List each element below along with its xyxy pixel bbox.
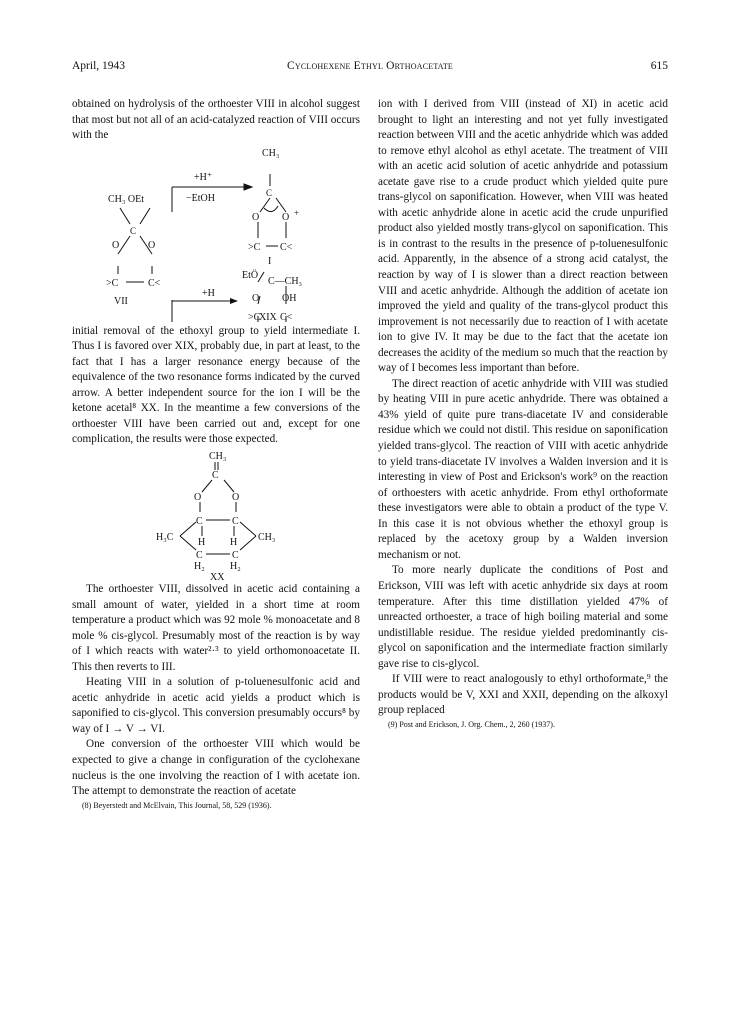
right-paragraph-2: The direct reaction of acetic anhydride with VIII was studied by heating VIII in pure acetic anhydride. There was obtained a 43% yield of quite pure trans-diacetate IV and considerable residue which we could not distil. This residue on saponification yielded trans-glycol. The reaction of VIII with acetic anhydride to yield trans-diacetate IV involves a Walden inversion and it is interesting in view of Post and Erickson's work⁹ on the reaction of orthoesters with acetic anhydride. From ethyl orthoformate these investigators were able to obtain a product of the type V. In this case it is not obvious whether the ethoxyl group is replaced by the acetoxy group by a Walden inversion mechanism or not. (378, 377, 668, 561)
left-column (72, 97, 360, 811)
scheme1-xix-c-left: >C (248, 311, 261, 322)
structure-xx-svg (72, 450, 360, 580)
xx-h2-right: H₂ (230, 561, 241, 573)
xx-ch3: CH₃ (209, 451, 227, 463)
scheme1-xix-c-right: C< (280, 311, 293, 322)
scheme1-plus-h: +H⁺ (194, 171, 213, 183)
scheme1-i-c-right: C< (280, 241, 293, 253)
svg-text:C: C (266, 187, 273, 198)
scheme1-i-c-left: >C (248, 241, 261, 253)
header-date: April, 1943 (72, 60, 126, 72)
scheme1-plus-h2: +H (202, 287, 215, 299)
scheme1-vii-c-right: C< (148, 277, 161, 289)
right-paragraph-3: To more nearly duplicate the conditions of Post and Erickson, VIII was left with acetic anhydride six days at room temperature. After this time distillation yielded 47% of unreacted orthoester, a trace of high boiling material and some undistillable residue. The residue yielded predominantly cis-glycol on saponification and the intermediate fraction similarly gave rise to cis-glycol. (378, 564, 668, 670)
left-paragraph-4: Heating VIII in a solution of p-toluenesulfonic acid and acetic anhydride in acetic acid yields a product which is saponified to cis-glycol. This conversion presumably occurs⁸ by way of I → V → VI. (72, 676, 360, 735)
svg-text:O: O (112, 239, 120, 251)
structure-xx (72, 450, 360, 580)
xx-h3c: H₃C (156, 532, 174, 544)
svg-text:O: O (252, 292, 260, 304)
xx-h2-left: H₂ (194, 561, 205, 573)
svg-text:O: O (194, 492, 202, 504)
scheme1-ch3-oet: CH₃ OEt (108, 193, 144, 205)
svg-text:O: O (148, 239, 156, 251)
scheme1-vii-c-left: >C (106, 277, 119, 289)
scheme1-oh: OH (282, 292, 297, 304)
scheme1-label-i: I (268, 255, 272, 267)
scheme-vii-to-i-and-xix (72, 146, 360, 322)
svg-text:C: C (212, 470, 219, 482)
scheme1-eto: EtÖ (242, 269, 259, 281)
header-title: Cyclohexene Ethyl Orthoacetate (286, 60, 454, 72)
svg-text:C: C (232, 516, 239, 528)
scheme1-ch3-top: CH₃ (262, 147, 280, 159)
svg-text:O: O (232, 492, 240, 504)
svg-text:O: O (252, 211, 260, 223)
right-paragraph-4: If VIII were to react analogously to ethyl orthoformate,⁹ the products would be V, XXI and XXII, depending on the alkoxyl group replaced (378, 673, 668, 717)
svg-text:C: C (196, 550, 203, 562)
reaction-scheme-svg (72, 146, 360, 322)
left-footnote: (8) Beyerstedt and McElvain, This Journal, 58, 529 (1936). (82, 800, 272, 810)
right-footnote: (9) Post and Erickson, J. Org. Chem., 2, 260 (1937). (388, 719, 555, 729)
left-paragraph-2: initial removal of the ethoxyl group to yield intermediate I. Thus I is favored over XIX, probably due, in part at least, to the fact that I has a larger resonance energy because of the equivalence of the two resonance forms indicated by the curved arrow. A better independent source for the ion I will be the ketone acetal⁸ XX. In the meantime a few conversions of the orthoester VIII have been carried out and, except for one complication, the results were those expected. (72, 324, 360, 446)
scheme1-plus-sign: + (294, 207, 300, 218)
right-column (378, 97, 668, 730)
svg-text:C: C (130, 225, 137, 236)
scheme1-label-vii: VII (114, 295, 128, 307)
svg-text:C: C (232, 550, 239, 562)
scheme1-label-xix: XIX (259, 311, 277, 323)
xx-ch3-right: CH₃ (258, 532, 276, 544)
page-header (72, 60, 668, 76)
svg-text:C: C (196, 516, 203, 528)
left-paragraph-3: The orthoester VIII, dissolved in acetic acid containing a small amount of water, yielded in a short time at room temperature a product which was 92 mole % monoacetate and 8 mole % cis-glycol. Presumably most of the reaction is by way of I which reacts with water²·³ to yield orthomonoacetate II. This then reverts to III. (72, 583, 360, 673)
left-paragraph-1: obtained on hydrolysis of the orthoester VIII in alcohol suggest that most but not all of an acid-catalyzed reaction of VIII occurs with the (72, 98, 360, 142)
xx-label: XX (210, 572, 225, 581)
svg-text:H: H (198, 537, 206, 549)
right-paragraph-1: ion with I derived from VIII (instead of XI) in acetic acid brought to light an interesting and not yet fully investigated reaction between VIII and the acetic anhydride which was added to remove ethyl alcohol as ethyl acetate. The treatment of VIII with an acetic acid solution of acetic anhydride and potassium acetate gave rise to a crude product which yielded quite pure trans-glycol on saponification. However, when VIII was heated with acetic anhydride alone in acetic acid the crude unpurified product also yielded mostly trans-glycol on saponification. This is in contrast to the results in the presence of p-toluenesulfonic acid. Apparently, in the absence of a strong acid catalyst, the reaction by way of I is slower than a direct reaction between VIII and acetic anhydride. Although the addition of acetate ion improved the yield and quality of the trans-glycol product this improvement is not necessarily due to reaction of I with acetate ion to give IV. It may be due to the fact that the acetate ion decreases the acidity of the medium so much that the reaction by way of I becomes less important than before. (378, 98, 668, 375)
scheme1-minus-etoh: −EtOH (186, 192, 215, 204)
left-paragraph-5: One conversion of the orthoester VIII which would be expected to give a change in configuration of the cyclohexane nucleus is the one involving the reaction of I with acetate ion. The attempt to demonstrate the reaction of acetate (72, 738, 360, 798)
svg-text:O: O (282, 211, 290, 223)
svg-text:H: H (230, 537, 238, 549)
scheme1-cch3: C—CH₃ (268, 275, 303, 287)
header-page-number: 615 (650, 60, 668, 72)
